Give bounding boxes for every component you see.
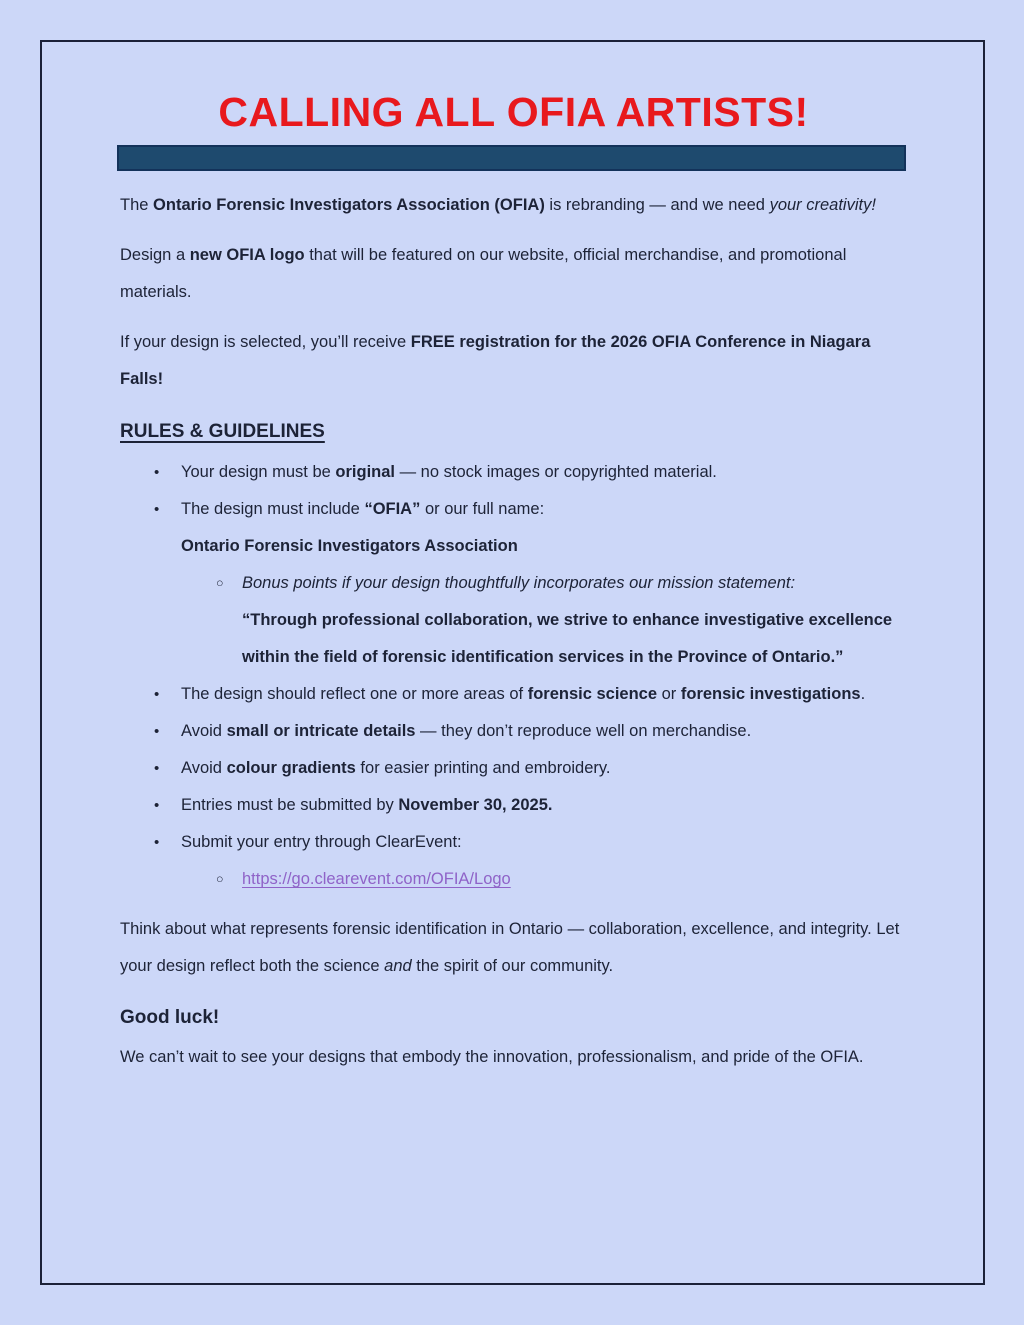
text-run: Submit your entry through ClearEvent: bbox=[181, 833, 462, 851]
rule-item-include-name bbox=[120, 491, 907, 565]
rule-item-text bbox=[181, 787, 907, 824]
page-title: CALLING ALL OFIA ARTISTS! bbox=[218, 89, 809, 135]
text-run: Think about what represents forensic identification in Ontario — collaboration, excellence, and integrity. Let your design reflect both the science bbox=[120, 920, 900, 975]
text-run: is rebranding — and we need bbox=[544, 196, 770, 214]
text-run: Avoid bbox=[181, 722, 227, 740]
bullet-dot-icon: • bbox=[154, 686, 160, 703]
text-run: We can’t wait to see your designs that embody the innovation, professionalism, and pride of the OFIA. bbox=[120, 1048, 864, 1066]
paragraph-design-brief bbox=[120, 237, 907, 311]
rule-item-original bbox=[120, 454, 907, 491]
text-run: — they don’t reproduce well on merchandise. bbox=[415, 722, 752, 740]
text-run: Ontario Forensic Investigators Association bbox=[181, 537, 518, 555]
text-run: your creativity! bbox=[769, 196, 876, 214]
rule-item-deadline bbox=[120, 787, 907, 824]
rules-list bbox=[120, 454, 907, 898]
text-run: November 30, 2025. bbox=[398, 796, 553, 814]
rule-item-text bbox=[181, 824, 907, 861]
text-run: “Through professional collaboration, we strive to enhance investigative excellence within the field of forensic identification services in the Province of Ontario.” bbox=[242, 611, 893, 666]
bullet-dot-icon: • bbox=[154, 834, 160, 851]
text-run: colour gradients bbox=[226, 759, 356, 777]
rule-item-avoid-gradients bbox=[120, 750, 907, 787]
text-run: The design must include bbox=[181, 500, 365, 518]
text-run: and bbox=[384, 957, 412, 975]
text-run: new OFIA logo bbox=[189, 246, 305, 264]
paragraph-outro bbox=[120, 911, 907, 985]
paragraph-prize bbox=[120, 324, 907, 398]
paragraph-closing bbox=[120, 1039, 907, 1076]
text-run: original bbox=[335, 463, 395, 481]
paragraph-intro bbox=[120, 187, 907, 224]
text-run: or our full name: bbox=[420, 500, 545, 518]
text-run: The design should reflect one or more areas of bbox=[181, 685, 528, 703]
text-run: the spirit of our community. bbox=[411, 957, 614, 975]
rule-item-text bbox=[242, 861, 907, 898]
rule-item-reflect-forensics bbox=[120, 676, 907, 713]
rule-item-text bbox=[181, 454, 907, 491]
rule-item-submit bbox=[120, 824, 907, 861]
rule-subitem-submission-link bbox=[120, 861, 907, 898]
rules-guidelines-heading: RULES & GUIDELINES bbox=[120, 421, 325, 442]
text-run: Avoid bbox=[181, 759, 227, 777]
circle-bullet-icon: ○ bbox=[216, 872, 224, 886]
text-run: or bbox=[657, 685, 681, 703]
circle-bullet-icon: ○ bbox=[216, 576, 224, 590]
text-run: Bonus points if your design thoughtfully incorporates our mission statement: bbox=[242, 574, 796, 592]
clearevent-submission-link[interactable]: https://go.clearevent.com/OFIA/Logo bbox=[242, 870, 511, 888]
bullet-dot-icon: • bbox=[154, 723, 160, 740]
rule-item-text bbox=[181, 491, 907, 565]
rule-subitem-mission-statement bbox=[120, 565, 907, 676]
bullet-dot-icon: • bbox=[154, 760, 160, 777]
text-run: . bbox=[860, 685, 866, 703]
text-run: Ontario Forensic Investigators Association (OFIA) bbox=[153, 196, 545, 214]
rule-item-text bbox=[242, 565, 907, 676]
text-run: If your design is selected, you’ll receive bbox=[120, 333, 411, 351]
text-run: “OFIA” bbox=[364, 500, 421, 518]
bullet-dot-icon: • bbox=[154, 501, 160, 518]
text-run: that will be featured on our website, official merchandise, and promotional materials. bbox=[120, 246, 847, 301]
text-run: — no stock images or copyrighted material. bbox=[395, 463, 717, 481]
text-run: Entries must be submitted by bbox=[181, 796, 399, 814]
text-run: forensic investigations bbox=[680, 685, 861, 703]
flyer-frame bbox=[40, 40, 985, 1285]
text-run: for easier printing and embroidery. bbox=[355, 759, 611, 777]
rule-item-text bbox=[181, 676, 907, 713]
rule-item-text bbox=[181, 750, 907, 787]
rule-item-avoid-details bbox=[120, 713, 907, 750]
text-run: forensic science bbox=[527, 685, 658, 703]
navy-divider-bar bbox=[117, 145, 906, 171]
text-run: Design a bbox=[120, 246, 190, 264]
good-luck-heading: Good luck! bbox=[120, 1007, 220, 1028]
rule-item-text bbox=[181, 713, 907, 750]
text-run: small or intricate details bbox=[226, 722, 416, 740]
bullet-dot-icon: • bbox=[154, 797, 160, 814]
text-run: FREE registration for the 2026 OFIA Conference in Niagara Falls! bbox=[120, 333, 871, 388]
bullet-dot-icon: • bbox=[154, 464, 160, 481]
text-run: The bbox=[120, 196, 154, 214]
text-run: Your design must be bbox=[181, 463, 336, 481]
